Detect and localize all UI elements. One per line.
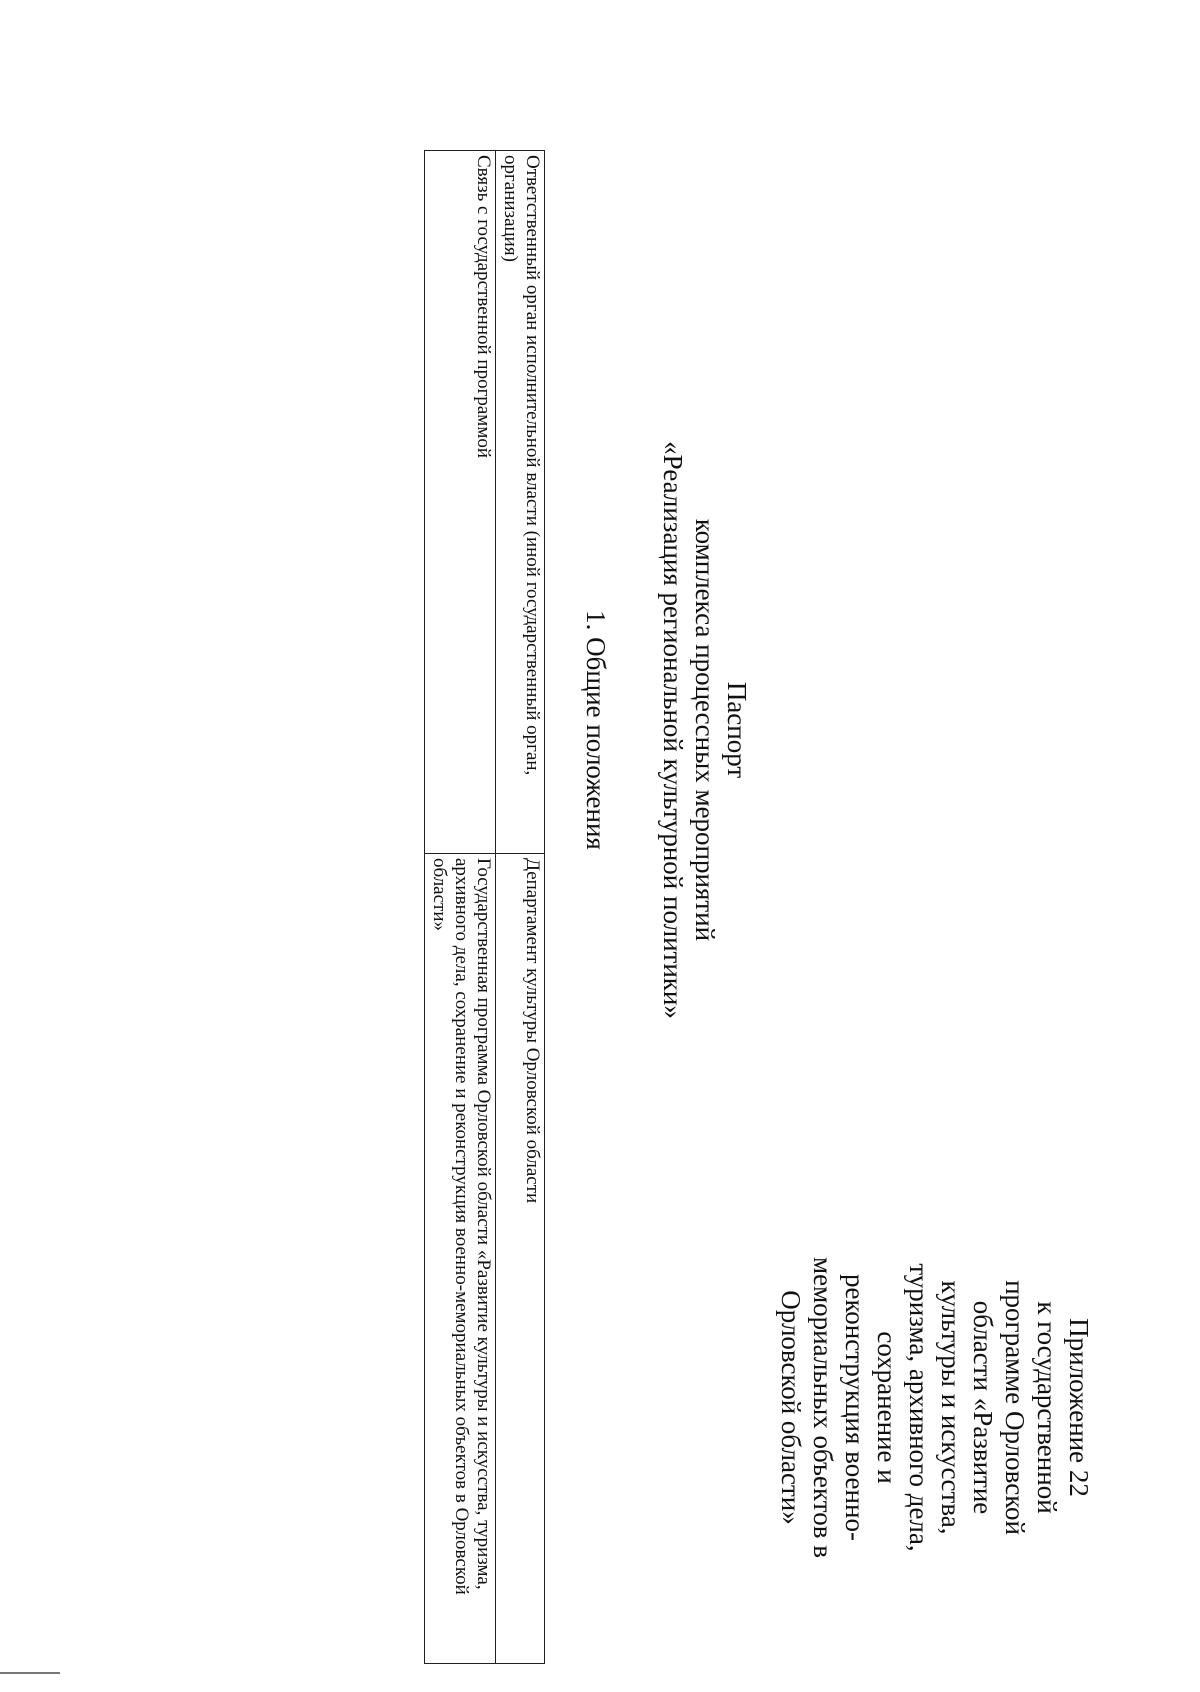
row-value: Департамент культуры Орловской области xyxy=(496,854,545,1664)
title-line-policy: «Реализация региональной культурной политики» xyxy=(658,441,688,1019)
annex-line: культуры и искусства, xyxy=(936,1280,966,1535)
annex-line: Приложение 22 xyxy=(1064,1318,1094,1497)
annex-line: сохранение и xyxy=(872,1331,902,1484)
title-line-passport: Паспорт xyxy=(722,681,752,779)
section-heading: 1. Общие положения xyxy=(581,610,611,850)
annex-line: реконструкция военно- xyxy=(840,1274,870,1541)
table-row xyxy=(425,151,496,1664)
general-provisions-table xyxy=(424,150,545,1664)
annex-line: программе Орловской xyxy=(1000,1280,1030,1535)
document-title xyxy=(657,330,753,1130)
row-value: Государственная программа Орловской области «Развитие культуры и искусства, туризма, архивного дела, сохранение и реконструкция военно-мемориальных объектов в Орловской области» xyxy=(425,854,496,1664)
title-line-complex: комплекса процессных мероприятий xyxy=(690,518,720,942)
annex-line: туризма, архивного дела, xyxy=(904,1263,934,1552)
table-row xyxy=(496,151,545,1664)
annex-line: области «Развитие xyxy=(968,1300,998,1515)
row-label: Ответственный орган исполнительной власти (иной государственный орган, организация) xyxy=(496,151,545,854)
annex-reference xyxy=(775,1220,1095,1595)
annex-line: Орловской области» xyxy=(776,1290,806,1525)
row-label: Связь с государственной программой xyxy=(425,151,496,854)
scan-edge-line xyxy=(0,1672,60,1674)
annex-line: мемориальных объектов в xyxy=(808,1257,838,1558)
annex-line: к государственной xyxy=(1032,1301,1062,1514)
